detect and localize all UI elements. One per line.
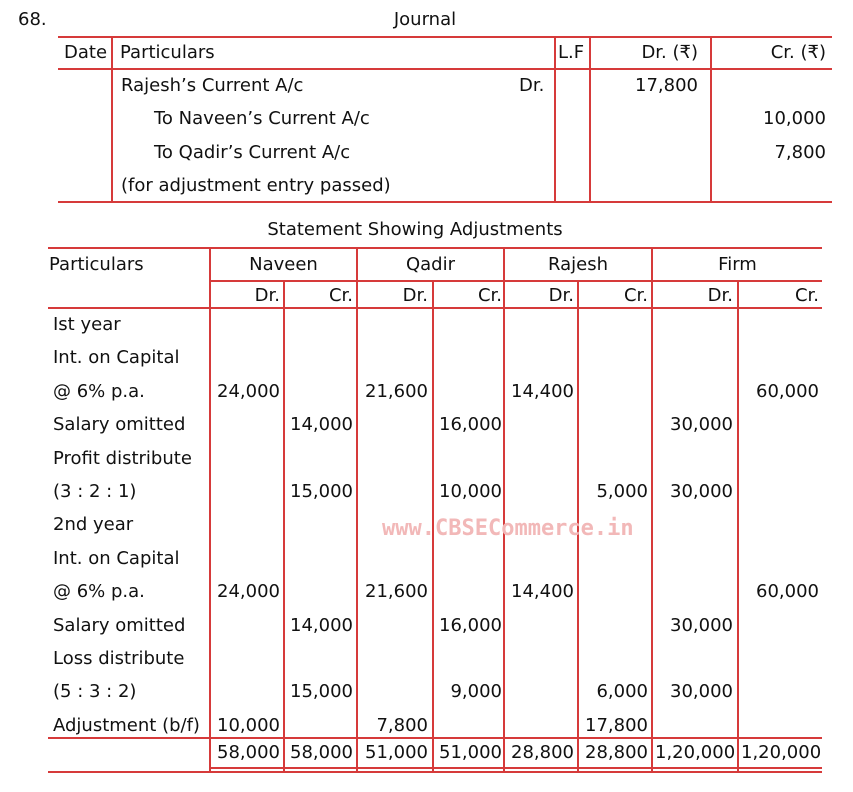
statement-row-label: Int. on Capital — [53, 548, 180, 569]
statement-row-label: 2nd year — [53, 514, 134, 535]
statement-cell: 14,000 — [290, 615, 353, 636]
journal-title: Journal — [393, 9, 457, 30]
statement-title: Statement Showing Adjustments — [267, 219, 563, 240]
subheader-naveen-dr: Dr. — [254, 285, 280, 306]
statement-total-cell: 58,000 — [290, 742, 353, 763]
statement-cell: 7,800 — [376, 715, 428, 736]
statement-cell: 14,400 — [511, 581, 574, 602]
statement-total-cell: 1,20,000 — [655, 742, 736, 763]
statement-total-cell: 51,000 — [365, 742, 428, 763]
statement-cell: 60,000 — [756, 381, 819, 402]
statement-total-cell: 28,800 — [511, 742, 574, 763]
statement-cell: 5,000 — [596, 481, 648, 502]
statement-cell: 60,000 — [756, 581, 819, 602]
statement-header-particulars: Particulars — [49, 254, 144, 275]
statement-cell: 17,800 — [585, 715, 648, 736]
journal-header-dr: Dr. (₹) — [641, 42, 698, 63]
statement-cell: 30,000 — [670, 681, 733, 702]
statement-cell: 6,000 — [596, 681, 648, 702]
subheader-naveen-cr: Cr. — [328, 285, 353, 306]
statement-cell: 14,000 — [290, 414, 353, 435]
statement-total-cell: 28,800 — [585, 742, 648, 763]
statement-row-label: Adjustment (b/f) — [53, 715, 200, 736]
statement-cell: 15,000 — [290, 481, 353, 502]
statement-row-label: Salary omitted — [53, 615, 186, 636]
statement-header-naveen: Naveen — [249, 254, 318, 275]
statement-total-cell: 58,000 — [217, 742, 280, 763]
statement-cell: 10,000 — [439, 481, 502, 502]
journal-header-lf: L.F — [558, 42, 585, 63]
statement-cell: 16,000 — [439, 414, 502, 435]
statement-cell: 16,000 — [439, 615, 502, 636]
statement-cell: 21,600 — [365, 581, 428, 602]
journal-line-credit-amount-2: 7,800 — [774, 142, 826, 163]
statement-cell: 14,400 — [511, 381, 574, 402]
subheader-qadir-dr: Dr. — [402, 285, 428, 306]
journal-line-credit-account-1: To Naveen’s Current A/c — [154, 108, 370, 129]
journal-line-debit-amount: 17,800 — [635, 75, 698, 96]
statement-cell: 10,000 — [217, 715, 280, 736]
statement-total-cell: 51,000 — [439, 742, 502, 763]
statement-cell: 15,000 — [290, 681, 353, 702]
question-number: 68. — [18, 9, 47, 30]
statement-row-label: Salary omitted — [53, 414, 186, 435]
statement-row-label: @ 6% p.a. — [53, 581, 145, 602]
watermark: www.CBSECommerce.in — [382, 516, 634, 541]
journal-line-debit-mark: Dr. — [519, 75, 545, 96]
journal-header-cr: Cr. (₹) — [770, 42, 826, 63]
statement-row-label: @ 6% p.a. — [53, 381, 145, 402]
statement-row-label: (5 : 3 : 2) — [53, 681, 137, 702]
journal-header-particulars: Particulars — [120, 42, 215, 63]
subheader-qadir-cr: Cr. — [477, 285, 502, 306]
subheader-firm-dr: Dr. — [707, 285, 733, 306]
statement-row-label: Ist year — [53, 314, 121, 335]
subheader-firm-cr: Cr. — [794, 285, 819, 306]
statement-cell: 30,000 — [670, 414, 733, 435]
statement-row-label: Loss distribute — [53, 648, 185, 669]
statement-header-qadir: Qadir — [405, 254, 456, 275]
statement-cell: 24,000 — [217, 381, 280, 402]
statement-row-label: (3 : 2 : 1) — [53, 481, 137, 502]
statement-cell: 21,600 — [365, 381, 428, 402]
subheader-rajesh-dr: Dr. — [548, 285, 574, 306]
statement-row-label: Profit distribute — [53, 448, 192, 469]
statement-cell: 24,000 — [217, 581, 280, 602]
journal-narration: (for adjustment entry passed) — [121, 175, 391, 196]
statement-row-label: Int. on Capital — [53, 347, 180, 368]
subheader-rajesh-cr: Cr. — [623, 285, 648, 306]
statement-header-rajesh: Rajesh — [547, 254, 608, 275]
journal-line-credit-account-2: To Qadir’s Current A/c — [154, 142, 351, 163]
journal-header-date: Date — [64, 42, 108, 63]
journal-line-debit-account: Rajesh’s Current A/c — [121, 75, 304, 96]
journal-line-credit-amount-1: 10,000 — [763, 108, 826, 129]
statement-header-firm: Firm — [718, 254, 757, 275]
statement-cell: 9,000 — [450, 681, 502, 702]
statement-total-cell: 1,20,000 — [741, 742, 822, 763]
statement-cell: 30,000 — [670, 615, 733, 636]
statement-cell: 30,000 — [670, 481, 733, 502]
